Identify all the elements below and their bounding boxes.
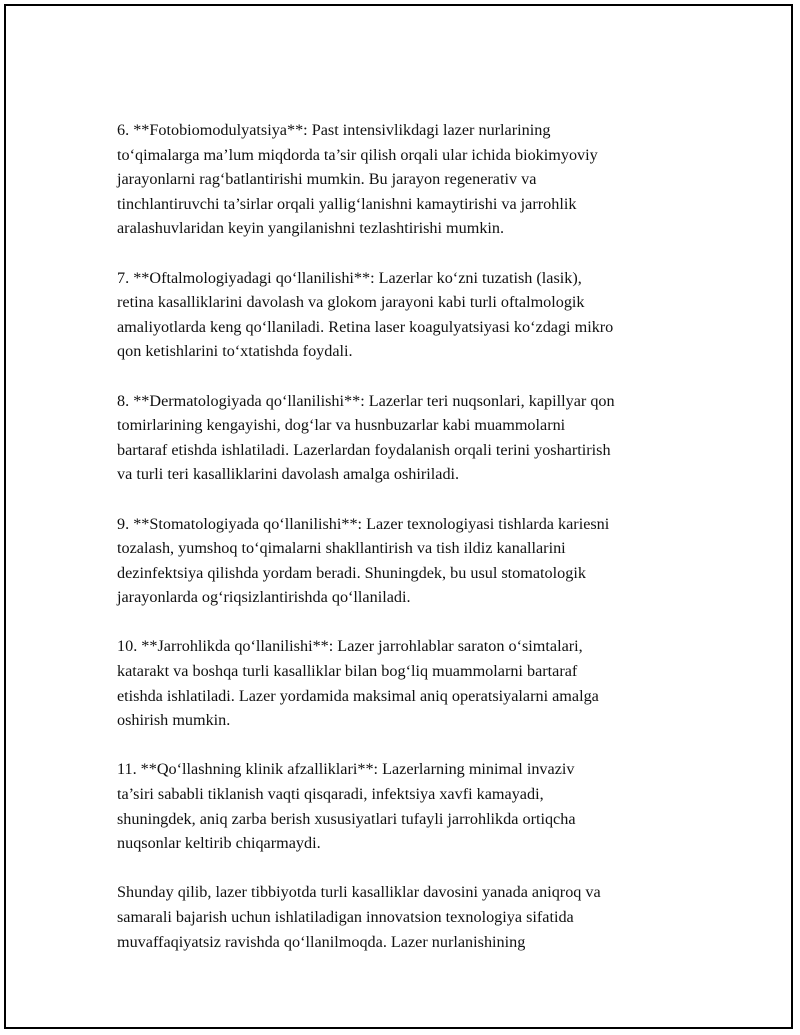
text-line: samarali bajarish uchun ishlatiladigan innovatsion texnologiya sifatida <box>117 908 574 926</box>
text-line: bartaraf etishda ishlatiladi. Lazerlardan foydalanish orqali terini yoshartirish <box>117 440 611 459</box>
text-line: oshirish mumkin. <box>117 711 231 730</box>
text-line: ta’siri sababli tiklanish vaqti qisqaradi, infektsiya xavfi kamayadi, <box>117 785 544 804</box>
text-line: muvaffaqiyatsiz ravishda qo‘llanilmoqda. Lazer nurlanishining <box>117 932 526 951</box>
text-line: tinchlantiruvchi ta’sirlar orqali yallig‘lanishni kamaytirishi va jarrohlik <box>117 194 577 213</box>
text-line: 7. **Oftalmologiyadagi qo‘llanilishi**: Lazerlar ko‘zni tuzatish (lasik), <box>117 268 582 287</box>
text-line: va turli teri kasalliklarini davolash amalga oshiriladi. <box>117 465 460 484</box>
text-line: aralashuvlaridan keyin yangilanishni tezlashtirishi mumkin. <box>117 219 505 238</box>
paragraph-stomatology <box>117 512 737 610</box>
text-line: to‘qimalarga ma’lum miqdorda ta’sir qilish orqali ular ichida biokimyoviy <box>117 145 598 164</box>
text-line: katarakt va boshqa turli kasalliklar bilan bog‘liq muammolarni bartaraf <box>117 662 578 681</box>
text-line: shuningdek, aniq zarba berish xususiyatlari tufayli jarrohlikda ortiqcha <box>117 809 576 828</box>
text-line: qon ketishlarini to‘xtatishda foydali. <box>117 342 353 361</box>
text-line: jarayonlarni rag‘batlantirishi mumkin. Bu jarayon regenerativ va <box>117 170 537 189</box>
paragraph-photobiomodulation <box>117 118 737 241</box>
text-line: 6. **Fotobiomodulyatsiya**: Past intensivlikdagi lazer nurlarining <box>117 121 551 139</box>
paragraph-dermatology <box>117 389 737 487</box>
text-line: retina kasalliklarini davolash va glokom jarayoni kabi turli oftalmologik <box>117 293 585 312</box>
text-line: nuqsonlar keltirib chiqarmaydi. <box>117 834 321 853</box>
paragraph-conclusion <box>117 880 737 954</box>
text-line: dezinfektsiya qilishda yordam beradi. Shuningdek, bu usul stomatologik <box>117 563 586 582</box>
text-line: tomirlarining kengayishi, dog‘lar va husnbuzarlar kabi muammolarni <box>117 416 566 435</box>
text-line: tozalash, yumshoq to‘qimalarni shakllantirish va tish ildiz kanallarini <box>117 539 566 558</box>
text-line: Shunday qilib, lazer tibbiyotda turli kasalliklar davosini yanada aniqroq va <box>117 883 601 902</box>
document-body <box>117 118 737 954</box>
text-line: 8. **Dermatologiyada qo‘llanilishi**: Lazerlar teri nuqsonlari, kapillyar qon <box>117 391 615 410</box>
paragraph-surgery <box>117 634 737 732</box>
text-line: 11. **Qo‘llashning klinik afzalliklari**: Lazerlarning minimal invaziv <box>117 760 575 779</box>
paragraph-clinical-advantages <box>117 757 737 855</box>
text-line: jarayonlarda og‘riqsizlantirishda qo‘llaniladi. <box>117 588 411 607</box>
paragraph-ophthalmology <box>117 266 737 364</box>
text-line: 10. **Jarrohlikda qo‘llanilishi**: Lazer jarrohlablar saraton o‘simtalari, <box>117 637 583 656</box>
text-line: amaliyotlarda keng qo‘llaniladi. Retina laser koagulyatsiyasi ko‘zdagi mikro <box>117 317 614 336</box>
text-line: etishda ishlatiladi. Lazer yordamida maksimal aniq operatsiyalarni amalga <box>117 686 599 705</box>
text-line: 9. **Stomatologiyada qo‘llanilishi**: Lazer texnologiyasi tishlarda kariesni <box>117 514 610 533</box>
